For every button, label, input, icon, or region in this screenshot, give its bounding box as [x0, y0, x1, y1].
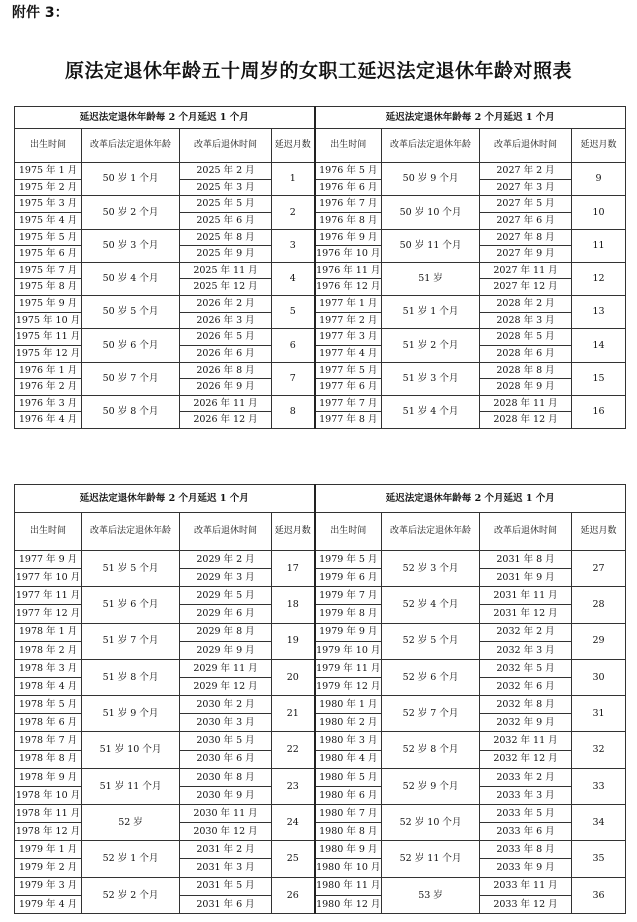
- retirement-time-cell: 2028 年 8 月: [480, 362, 572, 379]
- birth-date-cell: 1976 年 3 月: [15, 395, 82, 412]
- retirement-time-cell: 2025 年 5 月: [180, 196, 272, 213]
- birth-date-cell: 1978 年 9 月: [15, 768, 82, 786]
- birth-date-cell: 1979 年 3 月: [15, 877, 82, 895]
- retirement-time-cell: 2027 年 5 月: [480, 196, 572, 213]
- delay-months-cell: 6: [272, 329, 315, 362]
- table-row: [15, 229, 626, 246]
- birth-date-cell: 1976 年 12 月: [315, 279, 382, 296]
- retirement-age-cell: 51 岁 2 个月: [382, 329, 480, 362]
- retirement-time-cell: 2027 年 3 月: [480, 179, 572, 196]
- retirement-age-cell: 52 岁 6 个月: [382, 659, 480, 695]
- delay-months-cell: 32: [572, 732, 626, 768]
- table-row: [15, 623, 626, 641]
- header-row: [15, 129, 626, 163]
- retirement-age-cell: 52 岁 11 个月: [382, 841, 480, 877]
- retirement-time-cell: 2033 年 11 月: [480, 877, 572, 895]
- retirement-time-cell: 2026 年 8 月: [180, 362, 272, 379]
- column-header: 延迟月数: [272, 129, 315, 163]
- birth-date-cell: 1977 年 8 月: [315, 412, 382, 429]
- retirement-time-cell: 2027 年 9 月: [480, 246, 572, 263]
- retirement-age-cell: 52 岁 2 个月: [82, 877, 180, 913]
- section-row: [15, 485, 626, 513]
- retirement-time-cell: 2031 年 2 月: [180, 841, 272, 859]
- column-header: 改革后退休时间: [480, 513, 572, 551]
- birth-date-cell: 1977 年 9 月: [15, 551, 82, 569]
- delay-months-cell: 36: [572, 877, 626, 913]
- retirement-time-cell: 2028 年 3 月: [480, 312, 572, 329]
- section-title-right: 延迟法定退休年龄每 2 个月延迟 1 个月: [315, 107, 626, 129]
- delay-months-cell: 22: [272, 732, 315, 768]
- delay-months-cell: 27: [572, 551, 626, 587]
- delay-months-cell: 29: [572, 623, 626, 659]
- birth-date-cell: 1979 年 9 月: [315, 623, 382, 641]
- delay-months-cell: 26: [272, 877, 315, 913]
- delay-months-cell: 21: [272, 696, 315, 732]
- retirement-time-cell: 2026 年 9 月: [180, 379, 272, 396]
- birth-date-cell: 1980 年 8 月: [315, 823, 382, 841]
- delay-months-cell: 1: [272, 163, 315, 196]
- table-row: [15, 395, 626, 412]
- retirement-time-cell: 2033 年 12 月: [480, 895, 572, 913]
- birth-date-cell: 1976 年 6 月: [315, 179, 382, 196]
- delay-months-cell: 35: [572, 841, 626, 877]
- retirement-age-cell: 50 岁 7 个月: [82, 362, 180, 395]
- birth-date-cell: 1976 年 1 月: [15, 362, 82, 379]
- attachment-label: 附件 3：: [12, 5, 69, 21]
- birth-date-cell: 1980 年 7 月: [315, 804, 382, 822]
- retirement-time-cell: 2029 年 5 月: [180, 587, 272, 605]
- column-header: 延迟月数: [572, 129, 626, 163]
- retirement-time-cell: 2025 年 8 月: [180, 229, 272, 246]
- retirement-time-cell: 2027 年 11 月: [480, 262, 572, 279]
- table-row: [15, 768, 626, 786]
- delay-months-cell: 28: [572, 587, 626, 623]
- retirement-time-cell: 2029 年 6 月: [180, 605, 272, 623]
- retirement-age-cell: 51 岁 4 个月: [382, 395, 480, 428]
- retirement-age-cell: 51 岁 5 个月: [82, 551, 180, 587]
- column-header: 改革后法定退休年龄: [82, 513, 180, 551]
- table-row: [15, 841, 626, 859]
- retirement-time-cell: 2028 年 11 月: [480, 395, 572, 412]
- birth-date-cell: 1977 年 10 月: [15, 569, 82, 587]
- delay-months-cell: 31: [572, 696, 626, 732]
- birth-date-cell: 1975 年 5 月: [15, 229, 82, 246]
- delay-months-cell: 23: [272, 768, 315, 804]
- retirement-age-cell: 52 岁 7 个月: [382, 696, 480, 732]
- retirement-age-cell: 51 岁 6 个月: [82, 587, 180, 623]
- retirement-time-cell: 2031 年 6 月: [180, 895, 272, 913]
- retirement-time-cell: 2033 年 9 月: [480, 859, 572, 877]
- column-header: 改革后退休时间: [180, 129, 272, 163]
- birth-date-cell: 1977 年 6 月: [315, 379, 382, 396]
- birth-date-cell: 1979 年 11 月: [315, 659, 382, 677]
- table-row: [15, 262, 626, 279]
- retirement-age-cell: 51 岁 9 个月: [82, 696, 180, 732]
- birth-date-cell: 1979 年 2 月: [15, 859, 82, 877]
- retirement-time-cell: 2029 年 2 月: [180, 551, 272, 569]
- birth-date-cell: 1977 年 4 月: [315, 345, 382, 362]
- retirement-time-cell: 2027 年 6 月: [480, 212, 572, 229]
- retirement-age-cell: 50 岁 4 个月: [82, 262, 180, 295]
- birth-date-cell: 1976 年 8 月: [315, 212, 382, 229]
- birth-date-cell: 1977 年 11 月: [15, 587, 82, 605]
- birth-date-cell: 1977 年 5 月: [315, 362, 382, 379]
- birth-date-cell: 1976 年 4 月: [15, 412, 82, 429]
- birth-date-cell: 1975 年 10 月: [15, 312, 82, 329]
- birth-date-cell: 1979 年 5 月: [315, 551, 382, 569]
- retirement-age-cell: 52 岁 5 个月: [382, 623, 480, 659]
- retirement-time-cell: 2026 年 3 月: [180, 312, 272, 329]
- birth-date-cell: 1979 年 4 月: [15, 895, 82, 913]
- birth-date-cell: 1980 年 10 月: [315, 859, 382, 877]
- table-row: [15, 732, 626, 750]
- retirement-time-cell: 2033 年 5 月: [480, 804, 572, 822]
- section-title-right: 延迟法定退休年龄每 2 个月延迟 1 个月: [315, 485, 626, 513]
- retirement-age-cell: 50 岁 11 个月: [382, 229, 480, 262]
- retirement-time-cell: 2028 年 5 月: [480, 329, 572, 346]
- birth-date-cell: 1978 年 4 月: [15, 677, 82, 695]
- retirement-time-cell: 2027 年 8 月: [480, 229, 572, 246]
- delay-months-cell: 30: [572, 659, 626, 695]
- delay-months-cell: 5: [272, 296, 315, 329]
- retirement-time-cell: 2033 年 3 月: [480, 786, 572, 804]
- retirement-time-cell: 2030 年 8 月: [180, 768, 272, 786]
- section-title-left: 延迟法定退休年龄每 2 个月延迟 1 个月: [15, 107, 315, 129]
- retirement-time-cell: 2028 年 9 月: [480, 379, 572, 396]
- birth-date-cell: 1976 年 11 月: [315, 262, 382, 279]
- retirement-age-cell: 51 岁 1 个月: [382, 296, 480, 329]
- birth-date-cell: 1975 年 9 月: [15, 296, 82, 313]
- birth-date-cell: 1977 年 3 月: [315, 329, 382, 346]
- retirement-time-cell: 2027 年 2 月: [480, 163, 572, 180]
- table-row: [15, 804, 626, 822]
- retirement-age-cell: 50 岁 5 个月: [82, 296, 180, 329]
- retirement-age-cell: 52 岁 1 个月: [82, 841, 180, 877]
- retirement-time-cell: 2026 年 11 月: [180, 395, 272, 412]
- birth-date-cell: 1979 年 1 月: [15, 841, 82, 859]
- comparison-table-1: [14, 106, 626, 429]
- retirement-age-cell: 50 岁 10 个月: [382, 196, 480, 229]
- delay-months-cell: 34: [572, 804, 626, 840]
- retirement-age-cell: 51 岁 7 个月: [82, 623, 180, 659]
- retirement-time-cell: 2026 年 12 月: [180, 412, 272, 429]
- retirement-age-cell: 50 岁 6 个月: [82, 329, 180, 362]
- retirement-age-cell: 51 岁 10 个月: [82, 732, 180, 768]
- birth-date-cell: 1975 年 4 月: [15, 212, 82, 229]
- delay-months-cell: 20: [272, 659, 315, 695]
- retirement-time-cell: 2033 年 2 月: [480, 768, 572, 786]
- delay-months-cell: 8: [272, 395, 315, 428]
- birth-date-cell: 1978 年 11 月: [15, 804, 82, 822]
- retirement-time-cell: 2030 年 3 月: [180, 714, 272, 732]
- birth-date-cell: 1978 年 6 月: [15, 714, 82, 732]
- birth-date-cell: 1978 年 2 月: [15, 641, 82, 659]
- retirement-time-cell: 2032 年 11 月: [480, 732, 572, 750]
- retirement-time-cell: 2028 年 6 月: [480, 345, 572, 362]
- birth-date-cell: 1977 年 2 月: [315, 312, 382, 329]
- retirement-time-cell: 2030 年 12 月: [180, 823, 272, 841]
- table-row: [15, 163, 626, 180]
- retirement-time-cell: 2026 年 5 月: [180, 329, 272, 346]
- delay-months-cell: 16: [572, 395, 626, 428]
- page-title: 原法定退休年龄五十周岁的女职工延迟法定退休年龄对照表: [64, 60, 572, 82]
- birth-date-cell: 1979 年 8 月: [315, 605, 382, 623]
- birth-date-cell: 1976 年 5 月: [315, 163, 382, 180]
- retirement-time-cell: 2029 年 11 月: [180, 659, 272, 677]
- retirement-time-cell: 2025 年 12 月: [180, 279, 272, 296]
- retirement-age-cell: 50 岁 8 个月: [82, 395, 180, 428]
- retirement-time-cell: 2030 年 9 月: [180, 786, 272, 804]
- retirement-time-cell: 2025 年 6 月: [180, 212, 272, 229]
- retirement-age-cell: 50 岁 3 个月: [82, 229, 180, 262]
- column-header: 出生时间: [315, 513, 382, 551]
- birth-date-cell: 1980 年 5 月: [315, 768, 382, 786]
- retirement-age-cell: 52 岁 9 个月: [382, 768, 480, 804]
- delay-months-cell: 13: [572, 296, 626, 329]
- retirement-age-cell: 51 岁 11 个月: [82, 768, 180, 804]
- delay-months-cell: 3: [272, 229, 315, 262]
- retirement-age-cell: 50 岁 1 个月: [82, 163, 180, 196]
- retirement-age-cell: 50 岁 2 个月: [82, 196, 180, 229]
- delay-months-cell: 9: [572, 163, 626, 196]
- birth-date-cell: 1978 年 7 月: [15, 732, 82, 750]
- birth-date-cell: 1980 年 2 月: [315, 714, 382, 732]
- delay-months-cell: 17: [272, 551, 315, 587]
- column-header: 改革后退休时间: [180, 513, 272, 551]
- birth-date-cell: 1975 年 11 月: [15, 329, 82, 346]
- retirement-time-cell: 2033 年 8 月: [480, 841, 572, 859]
- column-header: 出生时间: [15, 129, 82, 163]
- birth-date-cell: 1978 年 10 月: [15, 786, 82, 804]
- column-header: 延迟月数: [572, 513, 626, 551]
- birth-date-cell: 1979 年 10 月: [315, 641, 382, 659]
- birth-date-cell: 1975 年 7 月: [15, 262, 82, 279]
- delay-months-cell: 33: [572, 768, 626, 804]
- birth-date-cell: 1977 年 7 月: [315, 395, 382, 412]
- retirement-time-cell: 2032 年 9 月: [480, 714, 572, 732]
- column-header: 出生时间: [315, 129, 382, 163]
- delay-months-cell: 24: [272, 804, 315, 840]
- birth-date-cell: 1977 年 12 月: [15, 605, 82, 623]
- retirement-age-cell: 52 岁 8 个月: [382, 732, 480, 768]
- retirement-age-cell: 51 岁 8 个月: [82, 659, 180, 695]
- birth-date-cell: 1975 年 6 月: [15, 246, 82, 263]
- column-header: 改革后法定退休年龄: [382, 513, 480, 551]
- birth-date-cell: 1975 年 3 月: [15, 196, 82, 213]
- retirement-time-cell: 2032 年 5 月: [480, 659, 572, 677]
- birth-date-cell: 1979 年 7 月: [315, 587, 382, 605]
- table-row: [15, 696, 626, 714]
- retirement-time-cell: 2032 年 2 月: [480, 623, 572, 641]
- birth-date-cell: 1975 年 1 月: [15, 163, 82, 180]
- delay-months-cell: 18: [272, 587, 315, 623]
- section-row: [15, 107, 626, 129]
- retirement-age-cell: 52 岁 10 个月: [382, 804, 480, 840]
- retirement-time-cell: 2028 年 12 月: [480, 412, 572, 429]
- table-row: [15, 362, 626, 379]
- birth-date-cell: 1980 年 1 月: [315, 696, 382, 714]
- retirement-age-cell: 52 岁 3 个月: [382, 551, 480, 587]
- delay-months-cell: 14: [572, 329, 626, 362]
- table-row: [15, 587, 626, 605]
- birth-date-cell: 1976 年 2 月: [15, 379, 82, 396]
- delay-months-cell: 12: [572, 262, 626, 295]
- column-header: 改革后法定退休年龄: [82, 129, 180, 163]
- retirement-time-cell: 2030 年 11 月: [180, 804, 272, 822]
- retirement-time-cell: 2032 年 3 月: [480, 641, 572, 659]
- retirement-time-cell: 2031 年 12 月: [480, 605, 572, 623]
- retirement-time-cell: 2033 年 6 月: [480, 823, 572, 841]
- birth-date-cell: 1978 年 1 月: [15, 623, 82, 641]
- birth-date-cell: 1980 年 3 月: [315, 732, 382, 750]
- retirement-time-cell: 2029 年 12 月: [180, 677, 272, 695]
- birth-date-cell: 1980 年 6 月: [315, 786, 382, 804]
- retirement-time-cell: 2032 年 12 月: [480, 750, 572, 768]
- table-row: [15, 296, 626, 313]
- retirement-age-cell: 53 岁: [382, 877, 480, 913]
- table-row: [15, 551, 626, 569]
- column-header: 改革后退休时间: [480, 129, 572, 163]
- birth-date-cell: 1977 年 1 月: [315, 296, 382, 313]
- table-row: [15, 877, 626, 895]
- delay-months-cell: 15: [572, 362, 626, 395]
- delay-months-cell: 11: [572, 229, 626, 262]
- birth-date-cell: 1980 年 4 月: [315, 750, 382, 768]
- birth-date-cell: 1979 年 12 月: [315, 677, 382, 695]
- birth-date-cell: 1980 年 12 月: [315, 895, 382, 913]
- birth-date-cell: 1980 年 9 月: [315, 841, 382, 859]
- retirement-time-cell: 2032 年 8 月: [480, 696, 572, 714]
- retirement-age-cell: 52 岁: [82, 804, 180, 840]
- retirement-time-cell: 2031 年 11 月: [480, 587, 572, 605]
- birth-date-cell: 1978 年 8 月: [15, 750, 82, 768]
- retirement-time-cell: 2025 年 9 月: [180, 246, 272, 263]
- birth-date-cell: 1976 年 9 月: [315, 229, 382, 246]
- birth-date-cell: 1980 年 11 月: [315, 877, 382, 895]
- birth-date-cell: 1978 年 12 月: [15, 823, 82, 841]
- retirement-time-cell: 2027 年 12 月: [480, 279, 572, 296]
- header-row: [15, 513, 626, 551]
- delay-months-cell: 10: [572, 196, 626, 229]
- delay-months-cell: 19: [272, 623, 315, 659]
- retirement-time-cell: 2031 年 3 月: [180, 859, 272, 877]
- retirement-time-cell: 2031 年 5 月: [180, 877, 272, 895]
- retirement-age-cell: 51 岁: [382, 262, 480, 295]
- retirement-time-cell: 2029 年 9 月: [180, 641, 272, 659]
- birth-date-cell: 1978 年 5 月: [15, 696, 82, 714]
- table-row: [15, 196, 626, 213]
- section-title-left: 延迟法定退休年龄每 2 个月延迟 1 个月: [15, 485, 315, 513]
- retirement-age-cell: 51 岁 3 个月: [382, 362, 480, 395]
- delay-months-cell: 2: [272, 196, 315, 229]
- retirement-time-cell: 2030 年 6 月: [180, 750, 272, 768]
- birth-date-cell: 1979 年 6 月: [315, 569, 382, 587]
- table-row: [15, 659, 626, 677]
- birth-date-cell: 1976 年 7 月: [315, 196, 382, 213]
- retirement-time-cell: 2032 年 6 月: [480, 677, 572, 695]
- retirement-time-cell: 2031 年 8 月: [480, 551, 572, 569]
- retirement-time-cell: 2025 年 3 月: [180, 179, 272, 196]
- comparison-table-2: [14, 484, 626, 914]
- delay-months-cell: 25: [272, 841, 315, 877]
- retirement-age-cell: 50 岁 9 个月: [382, 163, 480, 196]
- retirement-time-cell: 2025 年 11 月: [180, 262, 272, 279]
- delay-months-cell: 7: [272, 362, 315, 395]
- retirement-time-cell: 2025 年 2 月: [180, 163, 272, 180]
- table-row: [15, 329, 626, 346]
- birth-date-cell: 1978 年 3 月: [15, 659, 82, 677]
- retirement-time-cell: 2026 年 6 月: [180, 345, 272, 362]
- retirement-age-cell: 52 岁 4 个月: [382, 587, 480, 623]
- retirement-time-cell: 2029 年 8 月: [180, 623, 272, 641]
- birth-date-cell: 1975 年 12 月: [15, 345, 82, 362]
- column-header: 改革后法定退休年龄: [382, 129, 480, 163]
- column-header: 出生时间: [15, 513, 82, 551]
- retirement-time-cell: 2029 年 3 月: [180, 569, 272, 587]
- birth-date-cell: 1975 年 2 月: [15, 179, 82, 196]
- retirement-time-cell: 2030 年 2 月: [180, 696, 272, 714]
- retirement-time-cell: 2026 年 2 月: [180, 296, 272, 313]
- birth-date-cell: 1975 年 8 月: [15, 279, 82, 296]
- retirement-time-cell: 2028 年 2 月: [480, 296, 572, 313]
- column-header: 延迟月数: [272, 513, 315, 551]
- birth-date-cell: 1976 年 10 月: [315, 246, 382, 263]
- retirement-time-cell: 2030 年 5 月: [180, 732, 272, 750]
- delay-months-cell: 4: [272, 262, 315, 295]
- retirement-time-cell: 2031 年 9 月: [480, 569, 572, 587]
